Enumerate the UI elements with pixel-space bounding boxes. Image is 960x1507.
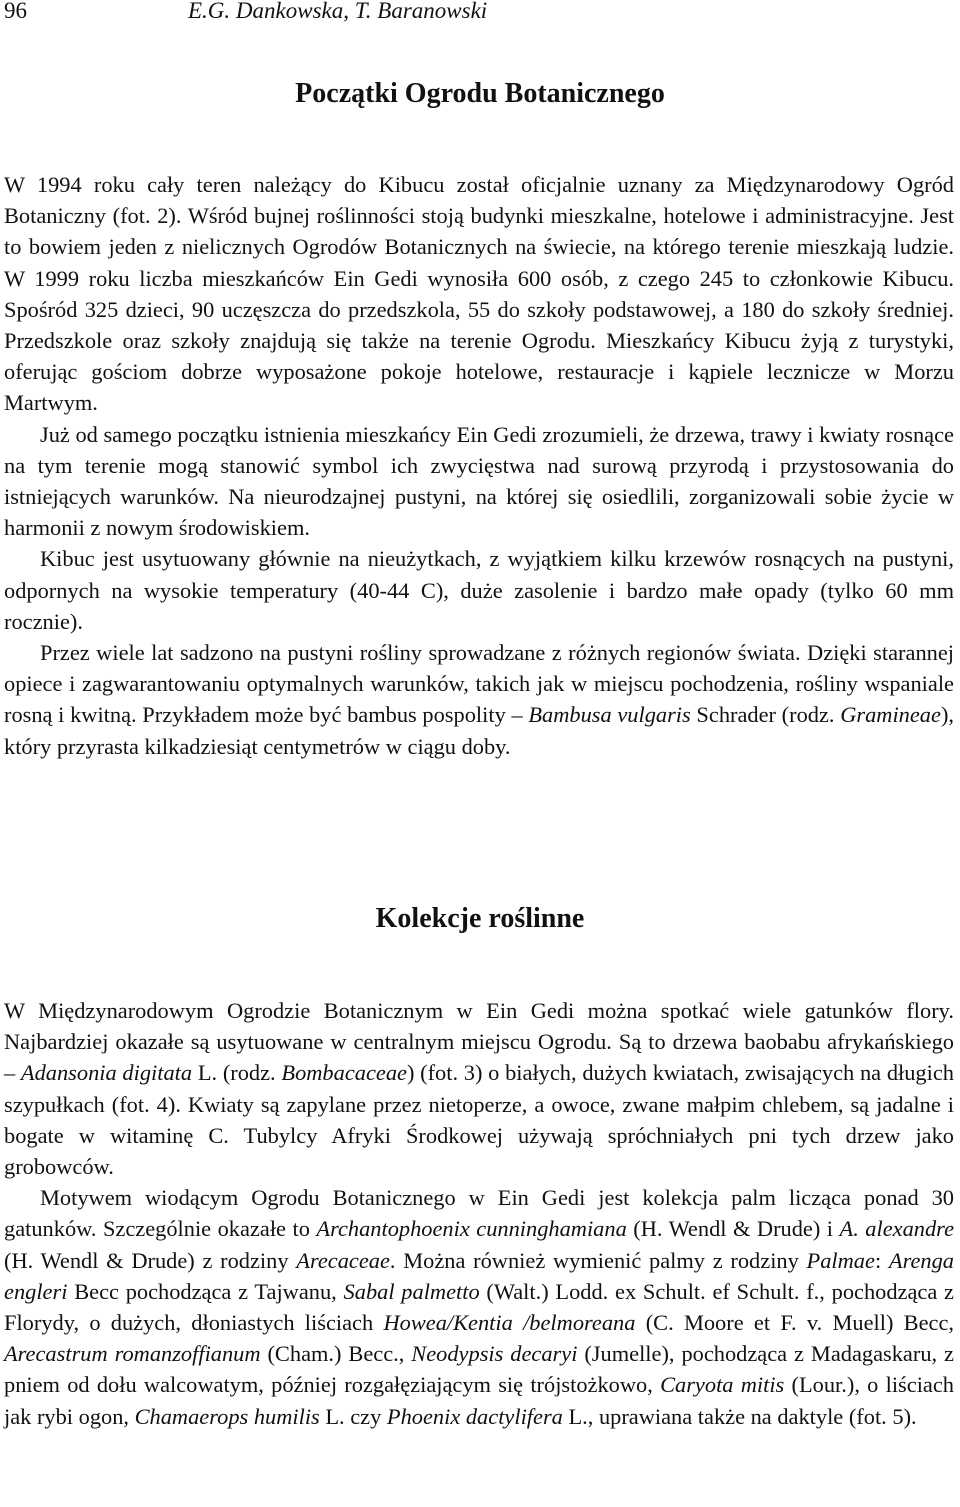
italic-text-run: Sabal palmetto bbox=[343, 1278, 480, 1304]
running-header bbox=[4, 0, 960, 32]
text-run: Przez wiele lat sadzono na pustyni rośliny sprowadzane z różnych regionów świata. Dzięki starannej opiece i zagwarantowaniu optymalnych warunków, takich jak w miejscu pochodzenia, rośliny wspaniale rosną i kwitną. Przykładem może być bambus pospolity – bbox=[4, 640, 954, 728]
text-run: : bbox=[874, 1247, 889, 1273]
italic-text-run: Adansonia digitata bbox=[20, 1060, 193, 1086]
paragraph bbox=[4, 419, 954, 544]
text-run: (Walt.) Lodd. ex Schult. ef Schult. f., pochodząca z Florydy, o dużych, dłoniastych liściach bbox=[4, 1278, 954, 1336]
text-run: Motywem wiodącym Ogrodu Botanicznego w Ein Gedi jest kolekcja palm licząca ponad 30 gatunków. Szczególnie okazałe to bbox=[4, 1185, 954, 1242]
text-run: Becc pochodząca z Tajwanu, bbox=[67, 1278, 344, 1304]
text-run: Kibuc jest usytuowany głównie na nieużytkach, z wyjątkiem kilku krzewów rosnących na pustyni, odpornych na wysokie temperatury (40-44 C), duże zasolenie i bardzo małe opady (tylko 60 mm rocznie). bbox=[4, 546, 954, 634]
text-run: Schrader (rodz. bbox=[690, 702, 841, 728]
text-run: L. czy bbox=[319, 1403, 387, 1429]
text-run: (Jumelle), pochodząca z Madagaskaru, z pniem od dołu walcowatym, później rozgałęziającym się trójstożkowo, bbox=[4, 1341, 954, 1398]
italic-text-run: Caryota mitis bbox=[660, 1372, 785, 1398]
paragraph bbox=[4, 543, 954, 637]
paragraph bbox=[4, 995, 954, 1182]
text-run: L. (rodz. bbox=[192, 1060, 282, 1086]
italic-text-run: Palmae bbox=[806, 1247, 875, 1273]
text-run: (H. Wendl & Drude) z rodziny bbox=[4, 1247, 297, 1273]
italic-text-run: A. alexandre bbox=[839, 1216, 955, 1242]
italic-text-run: Chamaerops humilis bbox=[134, 1403, 320, 1429]
text-run: W 1994 roku cały teren należący do Kibucu został oficjalnie uznany za Międzynarodowy Ogród Botaniczny (fot. 2). Wśród bujnej roślinności stoją budynki mieszkalne, hotelowe i administracyjne. Jest to bowiem jeden z nielicznych Ogrodów Botanicznych na świecie, na którego terenie mieszkają ludzie. W 1999 roku liczba mieszkańców Ein Gedi wynosiła 600 osób, z czego 245 to członkowie Kibucu. Spośród 325 dzieci, 90 uczęszcza do przedszkola, 55 do szkoły podstawowej, a 180 do szkoły średniej. Przedszkole oraz szkoły znajdują się także na terenie Ogrodu. Mieszkańcy Kibucu żyją z turystyki, oferując gościom dobrze wyposażone pokoje hotelowe, restauracje i kąpiele lecznicze w Morzu Martwym. bbox=[4, 172, 954, 416]
text-run: (Lour.), o liściach jak rybi ogon, bbox=[4, 1372, 954, 1429]
text-run: (C. Moore et F. v. Muell) Becc, bbox=[635, 1310, 955, 1336]
section-heading: Początki Ogrodu Botanicznego bbox=[295, 78, 665, 109]
italic-text-run: Phoenix dactylifera bbox=[386, 1403, 563, 1429]
page-number: 96 bbox=[4, 0, 27, 23]
text-run: L., uprawiana także na daktyle (fot. 5). bbox=[562, 1403, 917, 1429]
italic-text-run: Howea/Kentia /belmoreana bbox=[383, 1310, 636, 1336]
italic-text-run: Arecaceae bbox=[296, 1247, 390, 1273]
italic-text-run: Bombacaceae bbox=[281, 1060, 407, 1086]
text-run: W Międzynarodowym Ogrodzie Botanicznym w Ein Gedi można spotkać wiele gatunków flory. Najbardziej okazałe są usytuowane w centralnym miejscu Ogrodu. Są to drzewa baobabu afrykańskiego – bbox=[4, 998, 954, 1086]
text-run: Już od samego początku istnienia mieszkańcy Ein Gedi zrozumieli, że drzewa, trawy i kwiaty rosnące na tym terenie mogą stanowić symbol ich zwycięstwa nad surową przyrodą i przystosowania do istniejących warunków. Na nieurodzajnej pustyni, na której się osiedlili, zorganizowali sobie życie w harmonii z nowym środowiskiem. bbox=[4, 421, 954, 541]
section-body bbox=[4, 995, 954, 1432]
paragraph bbox=[4, 169, 954, 419]
italic-text-run: Bambusa vulgaris bbox=[528, 702, 691, 728]
section-body bbox=[4, 169, 954, 762]
text-run: ) (fot. 3) o białych, dużych kwiatach, zwisających na długich szypułkach (fot. 4). Kwiaty są zapylane przez nietoperze, a owoce, zwane małpim chlebem, są jadalne i bogate w witaminę C. Tubylcy Afryki Środkowej używają spróchniałych pni tych drzew jako grobowców. bbox=[4, 1060, 954, 1180]
section-heading: Kolekcje roślinne bbox=[375, 903, 585, 934]
running-title: E.G. Dankowska, T. Baranowski bbox=[188, 0, 488, 23]
italic-text-run: Arecastrum romanzoffianum bbox=[4, 1341, 261, 1367]
paragraph bbox=[4, 637, 954, 762]
text-run: (Cham.) Becc., bbox=[260, 1341, 412, 1367]
italic-text-run: Gramineae bbox=[840, 702, 941, 728]
italic-text-run: Arenga engleri bbox=[4, 1247, 955, 1304]
italic-text-run: Neodypsis decaryi bbox=[411, 1341, 578, 1367]
paragraph bbox=[4, 1182, 954, 1432]
text-run: (H. Wendl & Drude) i bbox=[626, 1216, 840, 1242]
text-run: . Można również wymienić palmy z rodziny bbox=[389, 1247, 807, 1273]
text-run: ), który przyrasta kilkadziesiąt centymetrów w ciągu doby. bbox=[4, 702, 955, 759]
italic-text-run: Archantophoenix cunninghamiana bbox=[316, 1216, 627, 1242]
